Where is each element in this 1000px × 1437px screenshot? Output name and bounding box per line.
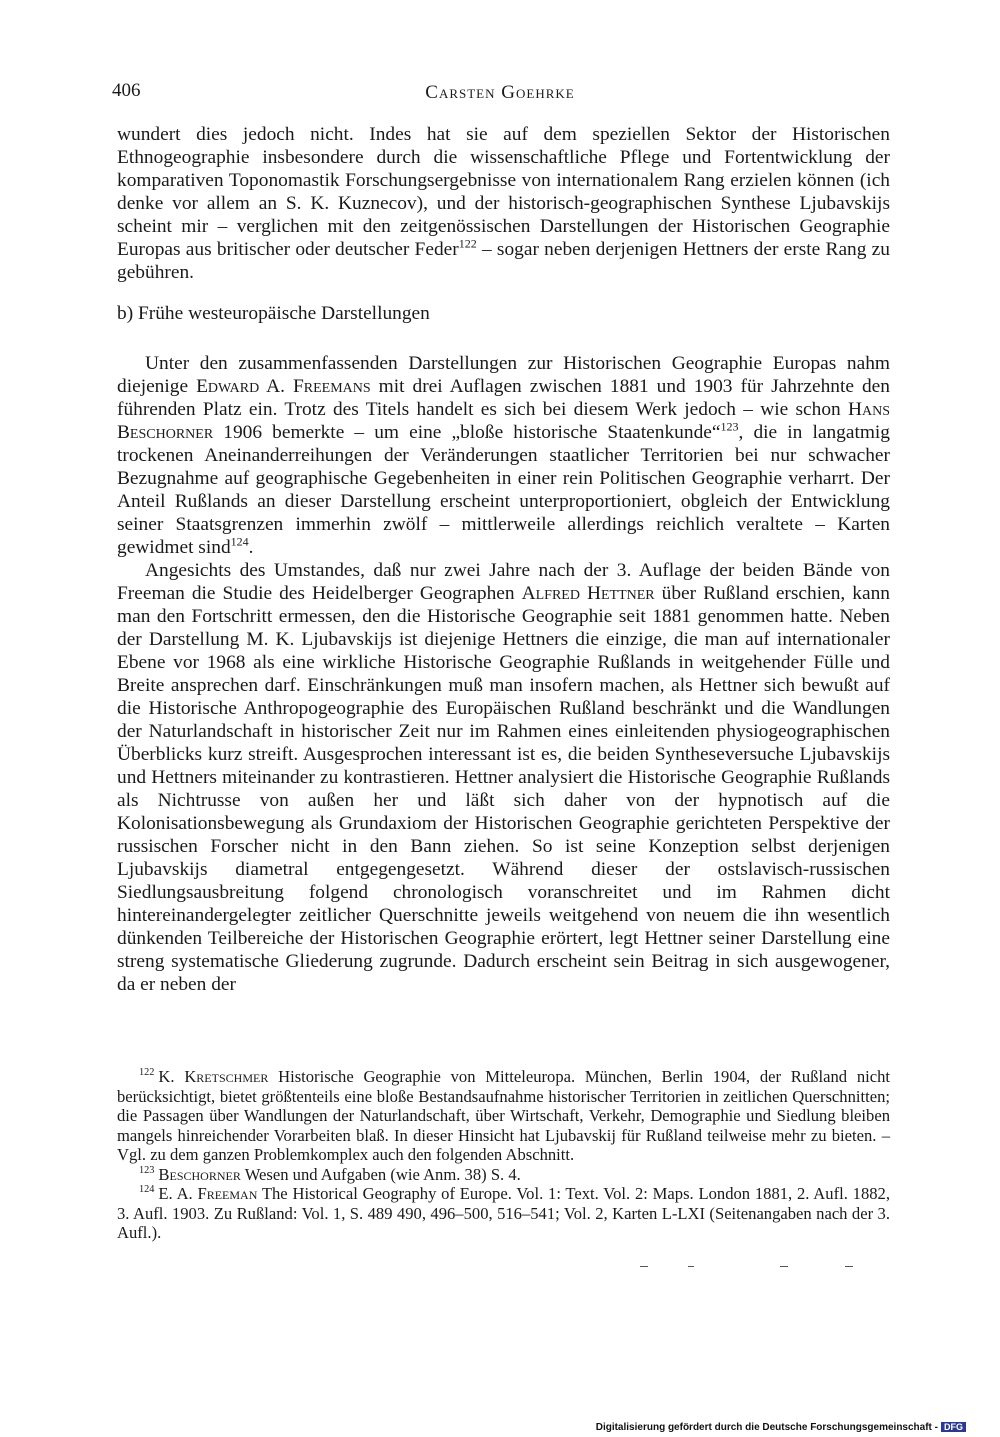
author-name: K. Kretschmer — [158, 1067, 269, 1086]
author-name: Beschorner — [158, 1164, 241, 1184]
author-name: Hans Beschorner — [117, 399, 890, 443]
scan-marks — [640, 1262, 880, 1272]
footnote-123 — [117, 1165, 890, 1185]
author-name: Alfred Hettner — [521, 583, 655, 604]
footnote-number: 124 — [139, 1184, 155, 1196]
footnote-number: 123 — [139, 1164, 155, 1176]
author-name: Edward A. Freemans — [196, 376, 371, 397]
footnote-124 — [117, 1184, 890, 1243]
text-run: mit drei Auflagen zwischen 1881 und 1903 für Jahrzehnte den führenden Platz ein. Trotz des Titels handelt es sich bei diesem Werk jedoch – wie schon — [117, 376, 890, 420]
text-run: Unter den zusammenfassenden Darstellungen zur Historischen Geographie Europas nahm diejenige — [117, 353, 890, 397]
footnote-ref-123: 123 — [720, 419, 739, 434]
footnote-text: Wesen und Aufgaben (wie Anm. 38) S. 4. — [240, 1164, 521, 1184]
footnote-number: 122 — [139, 1067, 155, 1079]
dfg-logo: DFG — [941, 1422, 966, 1432]
page-number: 406 — [112, 80, 141, 101]
scan-mark — [640, 1266, 648, 1267]
text-run: wundert dies jedoch nicht. Indes hat sie auf dem speziellen Sektor der Historischen Ethnogeographie insbesondere durch die wissenschaftliche Pflege und Fortentwicklung der komparativen Toponomastik Forschungsergebnisse von internationalem Rang erzielen können (ich denke vor allem an S. K. Kuznecov), und der historisch-geographischen Synthese Ljubavskijs scheint mir – verglichen mit den zeitgenössischen Darstellungen der Historischen Geographie Europas aus britischer oder deutscher Feder — [117, 124, 890, 260]
text-run: . — [248, 537, 254, 558]
text-run: Angesichts des Umstandes, daß nur zwei Jahre nach der 3. Auflage der beiden Bände von Freeman die Studie des Heidelberger Geographen — [117, 560, 890, 604]
section-heading: b) Frühe westeuropäische Darstellungen — [117, 303, 430, 324]
scan-mark — [688, 1266, 694, 1267]
text-run: – sogar neben derjenigen Hettners der erste Rang zu gebühren. — [117, 239, 890, 283]
running-head — [0, 82, 1000, 104]
footnote-122 — [117, 1067, 890, 1165]
text-run: 1906 bemerkte – um eine „bloße historische Staatenkunde“ — [213, 422, 721, 443]
footnote-ref-124: 124 — [230, 534, 249, 549]
footer-text: Digitalisierung gefördert durch die Deutsche Forschungsgemeinschaft - — [595, 1422, 938, 1433]
footnote-ref-122: 122 — [458, 236, 477, 251]
author-name: E. A. Freeman — [158, 1184, 258, 1203]
footnotes — [117, 1067, 890, 1243]
scan-mark — [780, 1266, 788, 1267]
footnote-text: The Historical Geography of Europe. Vol. 1: Text. Vol. 2: Maps. London 1881, 2. Aufl. 1882, 3. Aufl. 1903. Zu Rußland: Vol. 1, S. 489 490, 496–500, 516–541; Vol. 2, Karten L-LXI (Seitenangaben nach der 3. Aufl.). — [117, 1184, 890, 1242]
digitization-footer — [596, 1422, 966, 1433]
running-head-author: Carsten Goehrke — [425, 82, 575, 103]
footnote-text: Historische Geographie von Mitteleuropa. München, Berlin 1904, der Rußland nicht berücksichtigt, bietet größtenteils eine bloße Bestandsaufnahme historischer Territorien in zeitlichen Querschnitten; die Passagen über Wandlungen der Naturlandschaft, über Wirtschaft, Verkehr, Demographie und Siedlung bleiben mangels hinreichender Vorarbeiten blaß. In dieser Hinsicht hat Ljubavskij für Rußland teilweise mehr zu bieten. – Vgl. zu dem ganzen Problemkomplex auch den folgenden Abschnitt. — [117, 1067, 890, 1164]
text-run: über Rußland erschien, kann man den Fortschritt ermessen, den die Historische Geographie seit 1881 genommen hatte. Neben der Darstellung M. K. Ljubavskijs ist diejenige Hettners die einzige, die man auf internationaler Ebene vor 1968 als eine wirkliche Historische Geographie Rußlands in weitgehender Fülle und Breite ansprechen darf. Einschränkungen muß man insofern machen, als Hettner sich bewußt auf die Historische Anthropogeographie des Europäischen Rußland beschränkt und die Wandlungen der Naturlandschaft in historischer Zeit nur im Rahmen eines einleitenden physiogeographischen Überblicks kurz streift. Ausgesprochen interessant ist es, die beiden Syntheseversuche Ljubavskijs und Hettners miteinander zu kontrastieren. Hettner analysiert die Historische Geographie Rußlands als Nichtrusse von außen her und läßt sich daher von der hypnotisch auf die Kolonisationsbewegung als Grundaxiom der Historischen Geographie gerichteten Perspektive der russischen Forscher nicht in den Bann ziehen. So ist seine Konzeption selbst derjenigen Ljubavskijs diametral entgegengesetzt. Während dieser der ostslavisch-russischen Siedlungsausbreitung folgend chronologisch voranschreitet und im Rahmen dicht hintereinandergelegter zeitlicher Querschnitte jeweils weitgehend von neuem die ihn wesentlich dünkenden Teilbereiche der Historischen Geographie erörtert, legt Hettner seiner Darstellung eine streng systematische Gliederung zugrunde. Dadurch erscheint sein Beitrag in sich ausgewogener, da er neben der — [117, 583, 890, 995]
main-text — [117, 123, 890, 996]
paragraph-3 — [117, 559, 890, 996]
paragraph-1 — [117, 123, 890, 284]
paragraph-2 — [117, 352, 890, 559]
scan-mark — [845, 1266, 853, 1267]
text-run: , die in langatmig trockenen Aneinanderreihungen der Veränderungen staatlicher Territorien bei nur schwacher Bezugnahme auf geographische Gegebenheiten in einer rein Politischen Geographie verharrt. Der Anteil Rußlands an dieser Darstellung erscheint unterproportioniert, obgleich der Entwicklung seiner Staatsgrenzen immerhin zwölf – mittlerweile allerdings reichlich veraltete – Karten gewidmet sind — [117, 422, 890, 558]
